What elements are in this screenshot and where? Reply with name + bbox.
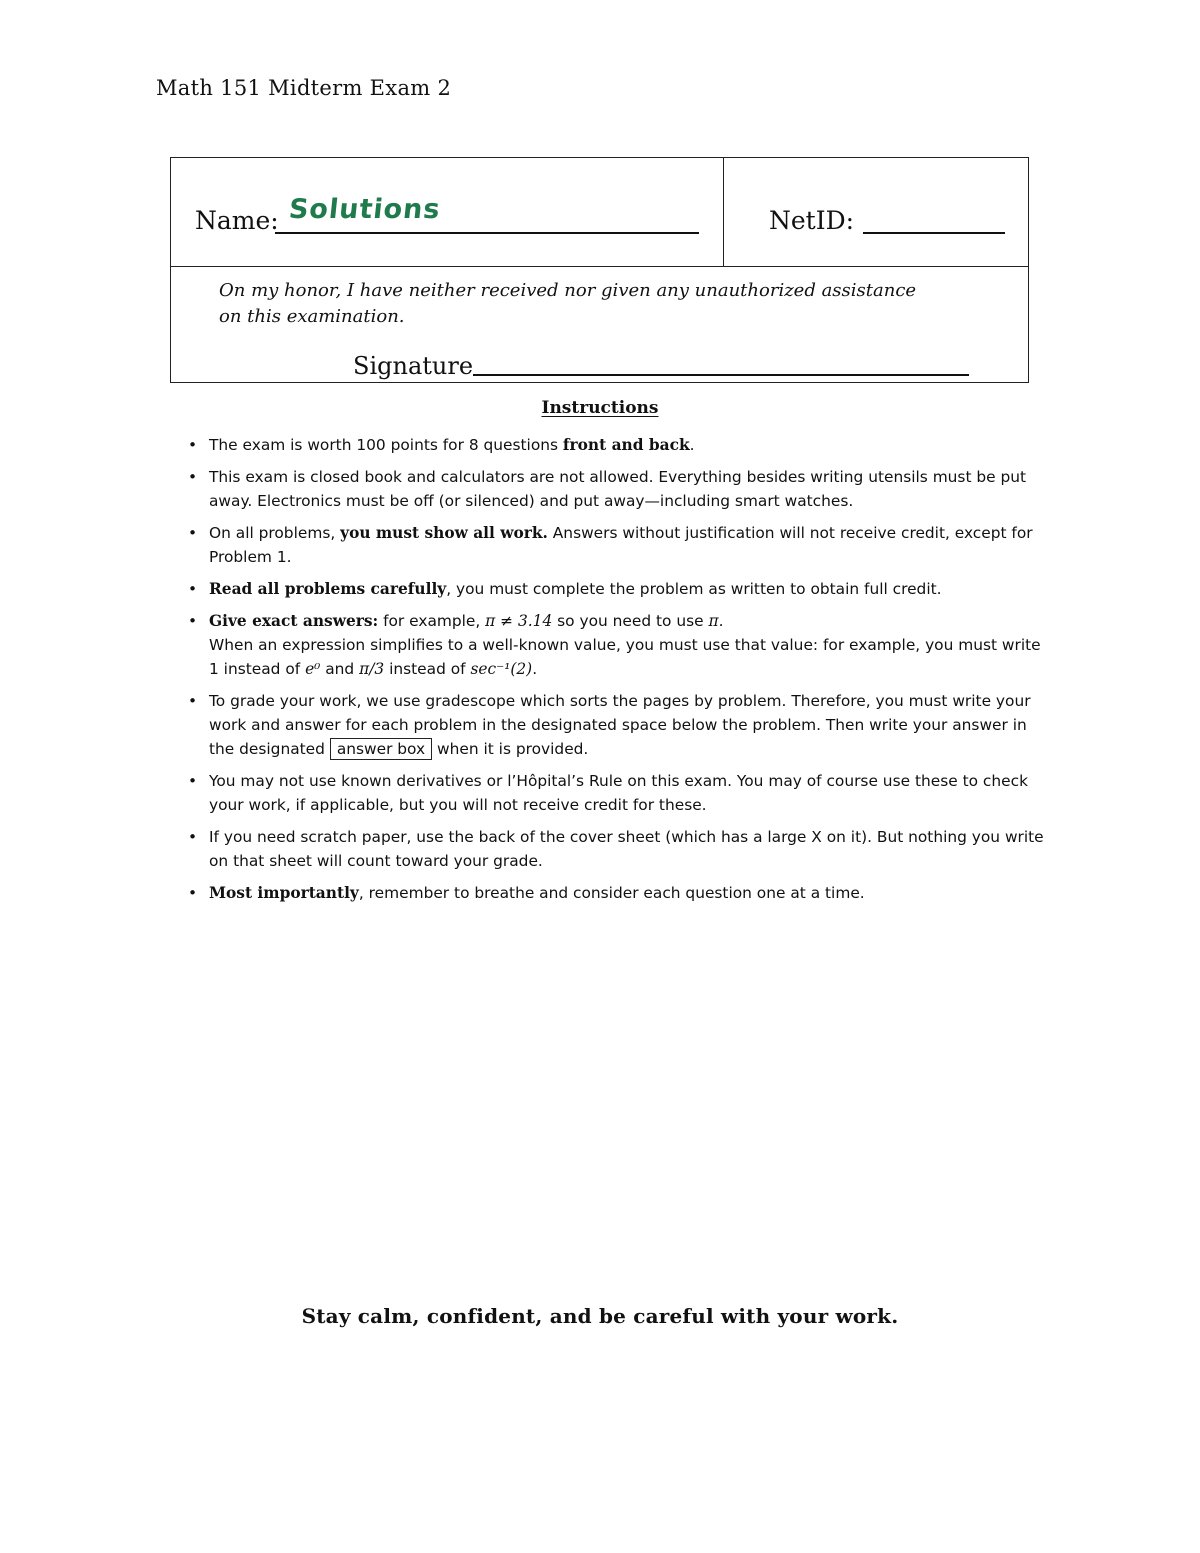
bullet-icon: •	[188, 436, 198, 454]
name-label: Name:	[195, 206, 279, 235]
honor-line-2: on this examination.	[219, 306, 405, 327]
bullet-icon: •	[188, 524, 198, 542]
netid-label: NetID:	[769, 206, 855, 235]
exam-title: Math 151 Midterm Exam 2	[156, 76, 452, 100]
name-field-value: Solutions	[287, 194, 443, 225]
bullet-icon: •	[188, 612, 198, 630]
list-item: • Most importantly, remember to breathe and consider each question one at a time.	[188, 881, 1054, 905]
closing-message: Stay calm, confident, and be careful with your work.	[301, 1304, 899, 1328]
name-field[interactable]	[275, 232, 699, 234]
instructions-heading: Instructions	[541, 398, 659, 418]
list-item: • Give exact answers: for example, π ≠ 3.14 so you need to use π. When an expression simplifies to a well-known value, you must use that value: for example, you must write 1 instead of e⁰ and π/3 instead of sec⁻¹(2).	[188, 609, 1054, 681]
bullet-icon: •	[188, 828, 198, 846]
column-divider	[723, 158, 724, 266]
list-item: • On all problems, you must show all work. Answers without justification will not receive credit, except for Problem 1.	[188, 521, 1054, 569]
bullet-icon: •	[188, 468, 198, 486]
name-netid-row	[171, 158, 1028, 267]
student-info-box	[170, 157, 1029, 383]
bullet-icon: •	[188, 580, 198, 598]
signature-field[interactable]	[473, 374, 969, 376]
honor-statement	[219, 278, 959, 330]
honor-line-1: On my honor, I have neither received nor given any unauthorized assistance	[219, 280, 917, 301]
list-item: • Read all problems carefully, you must complete the problem as written to obtain full credit.	[188, 577, 1054, 601]
netid-field[interactable]	[863, 232, 1005, 234]
list-item: • To grade your work, we use gradescope which sorts the pages by problem. Therefore, you must write your work and answer for each problem in the designated space below the problem. Then write your answer in the designated answer box when it is provided.	[188, 689, 1054, 761]
bullet-icon: •	[188, 772, 198, 790]
signature-label: Signature	[353, 352, 474, 380]
answer-box-example: answer box	[330, 738, 432, 760]
bullet-icon: •	[188, 884, 198, 902]
list-item: • This exam is closed book and calculators are not allowed. Everything besides writing utensils must be put away. Electronics must be off (or silenced) and put away—including smart watches.	[188, 465, 1054, 513]
list-item: • The exam is worth 100 points for 8 questions front and back.	[188, 433, 1054, 457]
list-item: • If you need scratch paper, use the back of the cover sheet (which has a large X on it). But nothing you write on that sheet will count toward your grade.	[188, 825, 1054, 873]
list-item: • You may not use known derivatives or l’Hôpital’s Rule on this exam. You may of course use these to check your work, if applicable, but you will not receive credit for these.	[188, 769, 1054, 817]
bullet-icon: •	[188, 692, 198, 710]
instructions-list	[188, 433, 1054, 913]
